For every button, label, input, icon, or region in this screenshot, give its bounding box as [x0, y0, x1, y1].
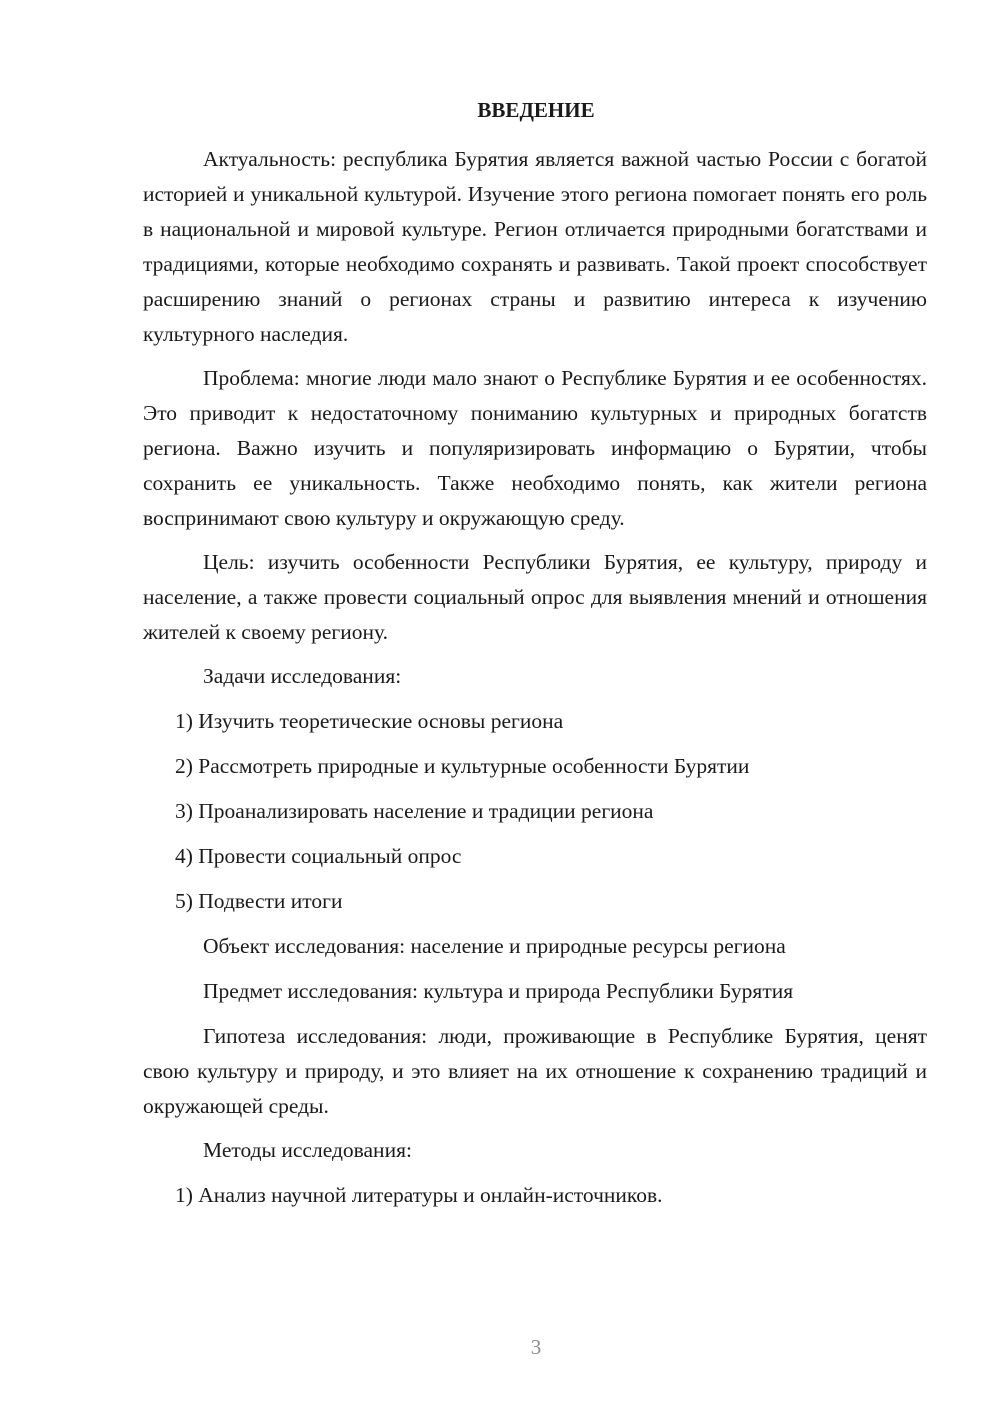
methods-title: Методы исследования:: [203, 1138, 412, 1162]
task-item: 3) Проанализировать население и традиции региона: [175, 799, 654, 823]
method-item: 1) Анализ научной литературы и онлайн-источников.: [175, 1183, 663, 1207]
relevance-paragraph: Актуальность: республика Бурятия является важной частью России с богатой историей и уникальной культурой. Изучение этого региона помогает понять его роль в национальной и мировой культуре. Регион отличается природными богатствами и традициями, которые необходимо сохранять и развивать. Такой проект способствует расширению знаний о регионах страны и развитию интереса к изучению культурного наследия.: [143, 147, 927, 346]
page-body: [143, 142, 927, 1223]
section-heading: ВВЕДЕНИЕ: [477, 98, 595, 122]
research-subject: Предмет исследования: культура и природа Республики Бурятия: [203, 979, 794, 1003]
page-number: 3: [530, 1335, 542, 1359]
task-item: 5) Подвести итоги: [175, 889, 343, 913]
task-item: 2) Рассмотреть природные и культурные особенности Бурятии: [175, 754, 750, 778]
tasks-title: Задачи исследования:: [203, 664, 402, 688]
task-item: 1) Изучить теоретические основы региона: [175, 709, 564, 733]
hypothesis-paragraph: Гипотеза исследования: люди, проживающие в Республике Бурятия, ценят свою культуру и природу, и это влияет на их отношение к сохранению традиций и окружающей среды.: [143, 1024, 927, 1118]
task-item: 4) Провести социальный опрос: [175, 844, 462, 868]
goal-paragraph: Цель: изучить особенности Республики Бурятия, ее культуру, природу и население, а также провести социальный опрос для выявления мнений и отношения жителей к своему региону.: [143, 550, 927, 644]
problem-paragraph: Проблема: многие люди мало знают о Республике Бурятия и ее особенностях. Это приводит к недостаточному пониманию культурных и природных богатств региона. Важно изучить и популяризировать информацию о Бурятии, чтобы сохранить ее уникальность. Также необходимо понять, как жители региона воспринимают свою культуру и окружающую среду.: [143, 366, 927, 530]
research-object: Объект исследования: население и природные ресурсы региона: [203, 934, 786, 958]
